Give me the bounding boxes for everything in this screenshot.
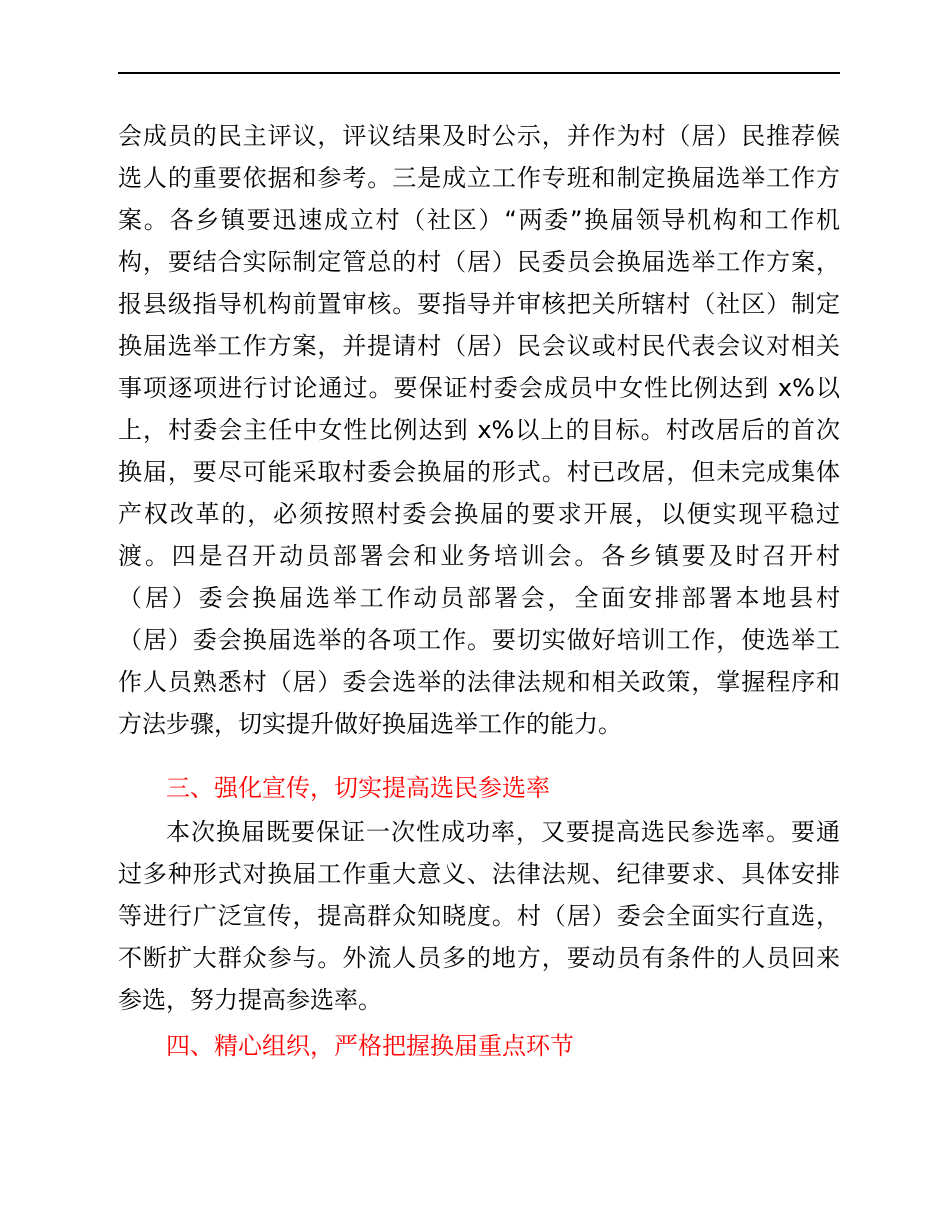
paragraph2-line: 参选，努力提高参选率。 bbox=[118, 986, 382, 1014]
paragraph1-line: 换届，要尽可能采取村委会换届的形式。村已改居，但未完成集体 bbox=[118, 458, 840, 486]
header-rule bbox=[118, 72, 840, 74]
paragraph1-line: 会成员的民主评议，评议结果及时公示，并作为村（居）民推荐候 bbox=[118, 122, 840, 150]
paragraph1-line: 案。各乡镇要迅速成立村（社区）“两委”换届领导机构和工作机 bbox=[118, 206, 840, 234]
paragraph1-line: 产权改革的，必须按照村委会换届的要求开展，以便实现平稳过 bbox=[118, 500, 840, 528]
paragraph1-line: 作人员熟悉村（居）委会选举的法律法规和相关政策，掌握程序和 bbox=[118, 668, 840, 696]
paragraph1-line: 报县级指导机构前置审核。要指导并审核把关所辖村（社区）制定 bbox=[118, 290, 840, 318]
paragraph1-line: （居）委会换届选举的各项工作。要切实做好培训工作，使选举工 bbox=[118, 626, 840, 654]
paragraph1-line: 上，村委会主任中女性比例达到 x%以上的目标。村改居后的首次 bbox=[118, 416, 840, 444]
paragraph2-line: 不断扩大群众参与。外流人员多的地方，要动员有条件的人员回来 bbox=[118, 944, 840, 972]
paragraph1-line: 构，要结合实际制定管总的村（居）民委员会换届选举工作方案， bbox=[118, 248, 840, 276]
paragraph1-line: 渡。四是召开动员部署会和业务培训会。各乡镇要及时召开村 bbox=[118, 542, 840, 570]
section-heading-4: 四、精心组织，严格把握换届重点环节 bbox=[166, 1032, 574, 1060]
section-heading-3: 三、强化宣传，切实提高选民参选率 bbox=[166, 774, 550, 802]
paragraph1-line: 方法步骤，切实提升做好换届选举工作的能力。 bbox=[118, 710, 622, 738]
paragraph2-line: 本次换届既要保证一次性成功率，又要提高选民参选率。要通 bbox=[166, 818, 840, 846]
paragraph1-line: 选人的重要依据和参考。三是成立工作专班和制定换届选举工作方 bbox=[118, 164, 840, 192]
paragraph1-line: 换届选举工作方案，并提请村（居）民会议或村民代表会议对相关 bbox=[118, 332, 840, 360]
paragraph2-line: 过多种形式对换届工作重大意义、法律法规、纪律要求、具体安排 bbox=[118, 860, 840, 888]
paragraph1-line: （居）委会换届选举工作动员部署会，全面安排部署本地县村 bbox=[118, 584, 840, 612]
paragraph2-line: 等进行广泛宣传，提高群众知晓度。村（居）委会全面实行直选， bbox=[118, 902, 840, 930]
paragraph1-line: 事项逐项进行讨论通过。要保证村委会成员中女性比例达到 x%以 bbox=[118, 374, 840, 402]
